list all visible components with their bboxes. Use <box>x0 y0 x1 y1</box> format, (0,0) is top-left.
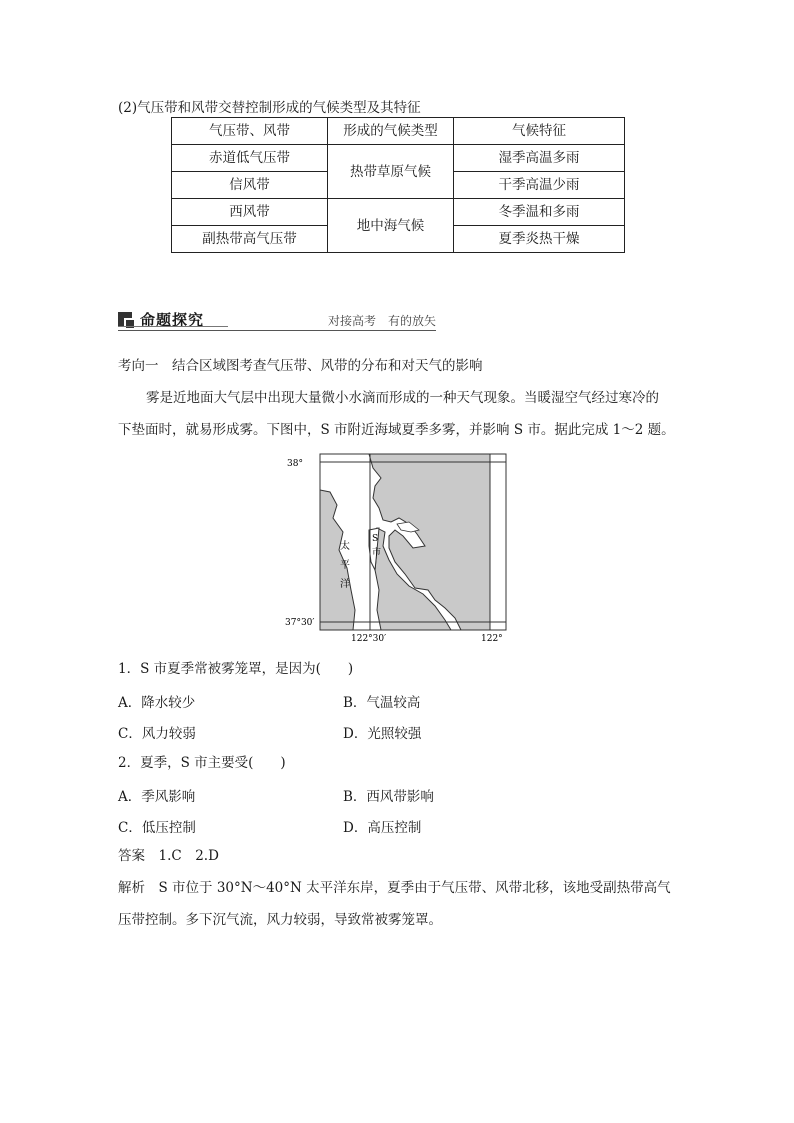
table-cell: 热带草原气候 <box>328 145 454 199</box>
question-1-option-a[interactable]: A．降水较少 <box>118 695 196 711</box>
lon-label-left: 122°30′ <box>351 634 387 644</box>
table-cell: 冬季温和多雨 <box>454 199 625 226</box>
table-cell: 湿季高温多雨 <box>454 145 625 172</box>
lon-label-right: 122° <box>481 634 503 644</box>
exam-direction: 考向一 结合区域图考查气压带、风带的分布和对天气的影响 <box>118 358 483 374</box>
question-2-stem: 2．夏季，S 市主要受( ) <box>118 755 286 771</box>
table-caption: (2)气压带和风带交替控制形成的气候类型及其特征 <box>118 100 421 116</box>
lat-label-bottom: 37°30′ <box>285 618 315 628</box>
table-row <box>172 199 625 226</box>
city-label-shi: 市 <box>372 548 382 558</box>
answer-line: 答案 1.C 2.D <box>118 848 219 864</box>
header-climate: 形成的气候类型 <box>328 118 454 145</box>
table-cell: 副热带高气压带 <box>172 226 328 253</box>
question-2-option-c[interactable]: C．低压控制 <box>118 820 196 836</box>
section-subtitle: 对接高考 有的放矢 <box>328 314 437 328</box>
ocean-label-2: 平 <box>340 560 350 571</box>
section-underline <box>118 326 228 327</box>
header-belt: 气压带、风带 <box>172 118 328 145</box>
section-title: 命题探究 <box>140 311 205 329</box>
lat-label-top: 38° <box>287 459 303 469</box>
question-1-option-b[interactable]: B．气温较高 <box>343 695 421 711</box>
table-cell: 信风带 <box>172 172 328 199</box>
region-map <box>285 450 515 645</box>
climate-table <box>171 117 625 253</box>
question-2-option-d[interactable]: D．高压控制 <box>343 820 422 836</box>
table-header-row <box>172 118 625 145</box>
question-2-option-a[interactable]: A．季风影响 <box>118 789 196 805</box>
ocean-label-3: 洋 <box>340 579 350 590</box>
analysis-line1: 解析 S 市位于 30°N～40°N 太平洋东岸，夏季由于气压带、风带北移，该地受副热带高气 <box>118 880 671 896</box>
table-row <box>172 145 625 172</box>
table-cell: 干季高温少雨 <box>454 172 625 199</box>
intro-text-line1: 雾是近地面大气层中出现大量微小水滴而形成的一种天气现象。当暖湿空气经过寒冷的 <box>146 390 659 406</box>
section-divider <box>118 330 436 331</box>
intro-text-line2: 下垫面时，就易形成雾。下图中，S 市附近海域夏季多雾，并影响 S 市。据此完成 1～2 题。 <box>118 422 675 438</box>
question-2-option-b[interactable]: B．西风带影响 <box>343 789 434 805</box>
city-label-s: S <box>372 534 379 544</box>
question-1-option-c[interactable]: C．风力较弱 <box>118 726 196 742</box>
table-cell: 赤道低气压带 <box>172 145 328 172</box>
analysis-line2: 压带控制。多下沉气流，风力较弱，导致常被雾笼罩。 <box>118 912 442 928</box>
question-1-option-d[interactable]: D．光照较强 <box>343 726 422 742</box>
header-feature: 气候特征 <box>454 118 625 145</box>
section-header <box>118 306 436 332</box>
question-1-stem: 1．S 市夏季常被雾笼罩，是因为( ) <box>118 661 354 677</box>
table-cell: 西风带 <box>172 199 328 226</box>
ocean-label-1: 太 <box>340 541 350 552</box>
table-cell: 夏季炎热干燥 <box>454 226 625 253</box>
table-cell: 地中海气候 <box>328 199 454 253</box>
